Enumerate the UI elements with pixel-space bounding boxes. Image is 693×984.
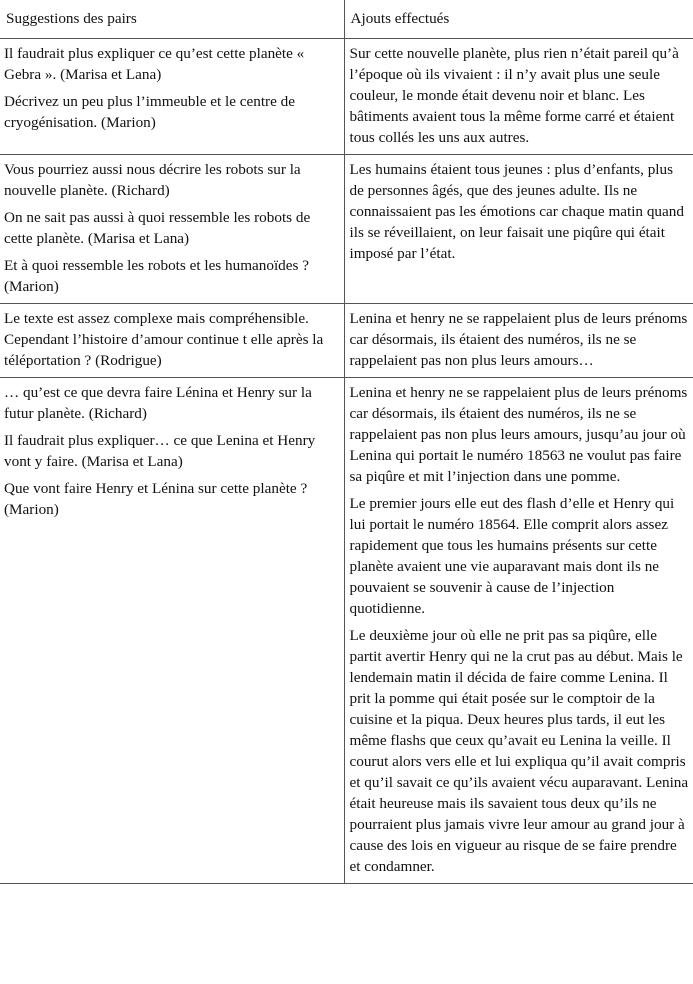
addition-text: Les humains étaient tous jeunes : plus d’enfants, plus de personnes âgés, que des jeunes adulte. Ils ne connaissaient pas les émotions car chaque matin quand ils se réveillaient, on leur faisait une piqûre qui était imposé par l’état. <box>349 161 684 262</box>
additions-cell <box>344 155 693 304</box>
suggestions-cell <box>0 378 344 884</box>
addition-text: Lenina et henry ne se rappelaient plus de leurs prénoms car désormais, ils étaient des numéros, ils ne se rappelaient pas non plus leurs amours, jusqu’au jour où Lenina qui portait le numéro 18563 ne voulut pas faire sa piqûre et mit l’injection dans une pomme. <box>349 384 688 485</box>
suggestion-text: Il faudrait plus expliquer ce qu’est cette planète « Gebra ». (Marisa et Lana) <box>4 45 305 83</box>
addition-text: Lenina et henry ne se rappelaient plus de leurs prénoms car désormais, ils étaient des numéros, ils ne se rappelaient pas non plus leurs amours… <box>349 310 688 369</box>
header-suggestions: Suggestions des pairs <box>0 0 344 39</box>
table-row <box>0 39 693 155</box>
suggestions-cell <box>0 155 344 304</box>
suggestion-text: Vous pourriez aussi nous décrire les robots sur la nouvelle planète. (Richard) <box>4 161 301 199</box>
additions-cell <box>344 39 693 155</box>
suggestions-cell <box>0 39 344 155</box>
suggestions-cell <box>0 304 344 378</box>
addition-text: Le deuxième jour où elle ne prit pas sa piqûre, elle partit avertir Henry qui ne la crut pas au début. Mais le lendemain matin il décida de faire comme Lenina. Il prit la pomme qui était posée sur le comptoir de la cuisine et la piqua. Deux heures plus tards, il eut les même flashs que ceux qu’avait eu Lenina la veille. Il courut alors vers elle et lui expliqua qu’il avait compris et qu’il savait ce qu’ils avaient vécu auparavant. Lenina était heureuse mais ils savaient tous deux qu’ils ne pourraient plus jamais vivre leur amour au grand jour à cause des lois en vigueur au risque de se faire prendre et condamner. <box>349 627 689 875</box>
suggestion-text: Que vont faire Henry et Lénina sur cette planète ? (Marion) <box>4 480 308 518</box>
additions-cell <box>344 378 693 884</box>
additions-cell <box>344 304 693 378</box>
addition-text: Le premier jours elle eut des flash d’elle et Henry qui lui portait le numéro 18564. Elle comprit alors assez rapidement que tous les humains présents sur cette planète avaient une vie auparavant mais dont ils ne pouvaient se souvenir à cause de l’injection quotidienne. <box>349 495 675 617</box>
table-header-row <box>0 0 693 39</box>
header-additions: Ajouts effectués <box>344 0 693 39</box>
suggestion-text: Et à quoi ressemble les robots et les humanoïdes ? (Marion) <box>4 257 309 295</box>
suggestion-text: Il faudrait plus expliquer… ce que Lenina et Henry vont y faire. (Marisa et Lana) <box>4 432 316 470</box>
suggestion-text: Décrivez un peu plus l’immeuble et le centre de cryogénisation. (Marion) <box>4 93 295 131</box>
addition-text: Sur cette nouvelle planète, plus rien n’était pareil qu’à l’époque où ils vivaient : il n’y avait plus une seule couleur, le monde était devenu noir et blanc. Les bâtiments avaient tous la même forme carré et étaient tous collés les uns aux autres. <box>349 45 679 146</box>
suggestion-text: On ne sait pas aussi à quoi ressemble les robots de cette planète. (Marisa et Lana) <box>4 209 311 247</box>
table-row <box>0 155 693 304</box>
table-row <box>0 304 693 378</box>
suggestion-text: Le texte est assez complexe mais compréhensible. Cependant l’histoire d’amour continue t elle après la téléportation ? (Rodrigue) <box>4 310 324 369</box>
table-row <box>0 378 693 884</box>
suggestion-text: … qu’est ce que devra faire Lénina et Henry sur la futur planète. (Richard) <box>4 384 312 422</box>
